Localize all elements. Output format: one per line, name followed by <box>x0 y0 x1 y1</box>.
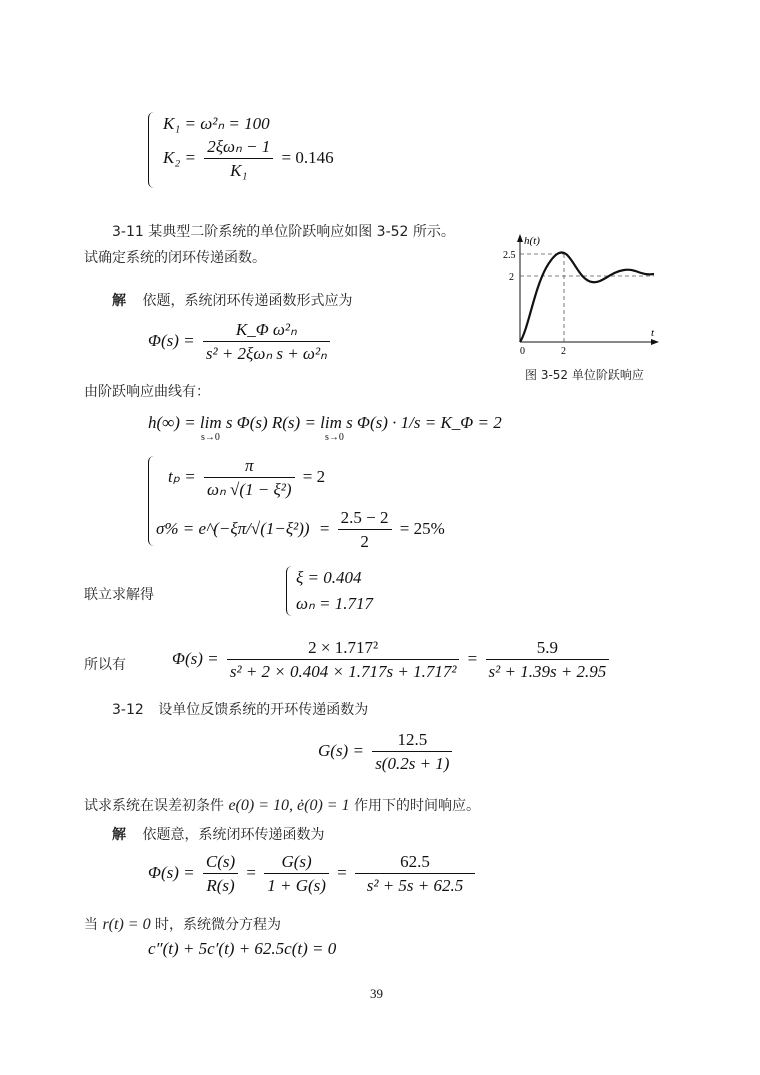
tp-equation <box>168 456 325 500</box>
problem-statement: 设单位反馈系统的开环传递函数为 <box>158 702 369 718</box>
phi2-denominator-3: s² + 5s + 62.5 <box>366 876 464 895</box>
phi2-fraction-1 <box>203 852 238 896</box>
final-fraction-2 <box>486 638 610 682</box>
phi2-lhs: Φ(s) = <box>148 862 195 882</box>
problem-3-12-line1 <box>112 699 368 719</box>
problem-number: 3-11 <box>112 224 144 240</box>
final-denominator-1: s² + 2 × 0.404 × 1.717s + 1.717² <box>229 662 457 681</box>
final-lhs: Φ(s) = <box>172 648 219 668</box>
final-equals: = <box>467 648 478 668</box>
when-math: r(t) = 0 <box>102 916 151 933</box>
problem-statement: 某典型二阶系统的单位阶跃响应如图 3-52 所示。 <box>148 224 455 240</box>
initial-condition-text: 试求系统在误差初条件 <box>84 798 224 814</box>
solution-label: 解 <box>112 293 126 309</box>
tp-rhs: = 2 <box>302 466 326 486</box>
phi2-equals-1: = <box>246 862 256 882</box>
phi2-fraction-2 <box>264 852 329 896</box>
equation-system-brace <box>148 112 155 188</box>
x-axis-arrow <box>651 339 659 345</box>
final-denominator-2: s² + 1.39s + 2.95 <box>488 662 607 681</box>
overshoot-fraction <box>338 508 392 552</box>
so-label: 所以有 <box>84 657 126 673</box>
when-text-end: 时，系统微分方程为 <box>155 917 282 933</box>
initial-condition-math: e(0) = 10, ė(0) = 1 <box>228 797 350 814</box>
g-denominator: s(0.2s + 1) <box>375 754 450 773</box>
g-fraction <box>372 730 452 774</box>
k2-fraction <box>204 137 273 181</box>
overshoot-equation <box>156 508 445 552</box>
figure-caption: 图 3-52 单位阶跃响应 <box>525 368 644 382</box>
differential-equation: c″(t) + 5c′(t) + 62.5c(t) = 0 <box>148 939 337 958</box>
k2-lhs: K₂ = <box>163 147 196 167</box>
h-infinity-equation: h(∞) = lim s Φ(s) R(s) = lim s Φ(s) · 1/s = K_Φ = 2 <box>148 413 502 432</box>
overshoot-denominator: 2 <box>360 532 369 551</box>
page-number: 39 <box>370 986 383 1001</box>
step-response-figure <box>498 230 668 365</box>
final-fraction-1 <box>227 638 460 682</box>
when-r-zero-line <box>84 914 281 934</box>
phi-general-equation <box>148 320 334 364</box>
phi-denominator: s² + 2ξωₙ s + ω²ₙ <box>205 344 327 363</box>
phi2-numerator-1: C(s) <box>203 852 238 874</box>
solve-label: 联立求解得 <box>84 587 154 603</box>
y-tick-2: 2 <box>509 272 514 283</box>
problem-3-11-line1 <box>112 221 455 241</box>
k2-denominator: K₁ <box>230 161 248 180</box>
limit-subscript: s→0 <box>201 432 220 443</box>
final-numerator-2: 5.9 <box>486 638 610 660</box>
final-transfer-function <box>172 638 613 682</box>
xi-value: ξ = 0.404 <box>296 568 362 587</box>
when-text: 当 <box>84 917 98 933</box>
problem-3-12-line2 <box>84 795 480 815</box>
solution-brace <box>286 566 293 616</box>
y-tick-2-5: 2.5 <box>503 250 516 261</box>
k2-numerator: 2ξωₙ − 1 <box>204 137 273 159</box>
step-response-curve <box>520 253 654 342</box>
closed-loop-transfer-function <box>148 852 479 896</box>
g-lhs: G(s) = <box>318 740 364 760</box>
limit-subscript-2: s→0 <box>325 432 344 443</box>
phi2-fraction-3 <box>355 852 475 896</box>
initial-condition-text-end: 作用下的时间响应。 <box>354 798 481 814</box>
solution-label: 解 <box>112 827 126 843</box>
phi2-denominator-2: 1 + G(s) <box>267 876 326 895</box>
final-numerator-1: 2 × 1.717² <box>227 638 460 660</box>
phi2-numerator-3: 62.5 <box>355 852 475 874</box>
y-axis-label: h(t) <box>524 235 540 247</box>
phi-numerator: K_Φ ω²ₙ <box>203 320 330 342</box>
problem-3-11-line2: 试确定系统的闭环传递函数。 <box>84 250 266 266</box>
solution-intro-2 <box>112 824 324 844</box>
tp-sigma-brace <box>148 456 155 546</box>
solution-intro <box>112 290 352 310</box>
solution-text: 依题意，系统闭环传递函数为 <box>142 827 325 843</box>
phi2-denominator-1: R(s) <box>206 876 235 895</box>
open-loop-transfer-function <box>318 730 456 774</box>
wn-value: ωₙ = 1.717 <box>296 594 373 613</box>
overshoot-rhs: = 25% <box>399 518 445 538</box>
phi-lhs: Φ(s) = <box>148 330 195 350</box>
k2-equation <box>163 137 334 181</box>
from-curve-text: 由阶跃响应曲线有： <box>84 384 210 400</box>
phi2-equals-2: = <box>337 862 347 882</box>
x-tick-0: 0 <box>520 346 525 357</box>
k1-equation: K₁ = ω²ₙ = 100 <box>163 114 270 133</box>
problem-number: 3-12 <box>112 702 144 718</box>
overshoot-numerator: 2.5 − 2 <box>338 508 392 530</box>
y-axis-arrow <box>517 234 523 242</box>
tp-denominator: ωₙ √(1 − ξ²) <box>206 480 292 499</box>
tp-fraction <box>204 456 295 500</box>
k2-rhs: = 0.146 <box>281 147 334 167</box>
overshoot-eq: = <box>319 518 330 538</box>
x-axis-label: t <box>651 327 655 339</box>
tp-numerator: π <box>204 456 295 478</box>
phi-fraction <box>203 320 330 364</box>
solution-text: 依题，系统闭环传递函数形式应为 <box>142 293 353 309</box>
tp-lhs: tₚ = <box>168 466 196 486</box>
phi2-numerator-2: G(s) <box>264 852 329 874</box>
overshoot-lhs: σ% = e^(−ξπ/√(1−ξ²)) <box>156 518 310 538</box>
g-numerator: 12.5 <box>372 730 452 752</box>
x-tick-2: 2 <box>561 346 566 357</box>
